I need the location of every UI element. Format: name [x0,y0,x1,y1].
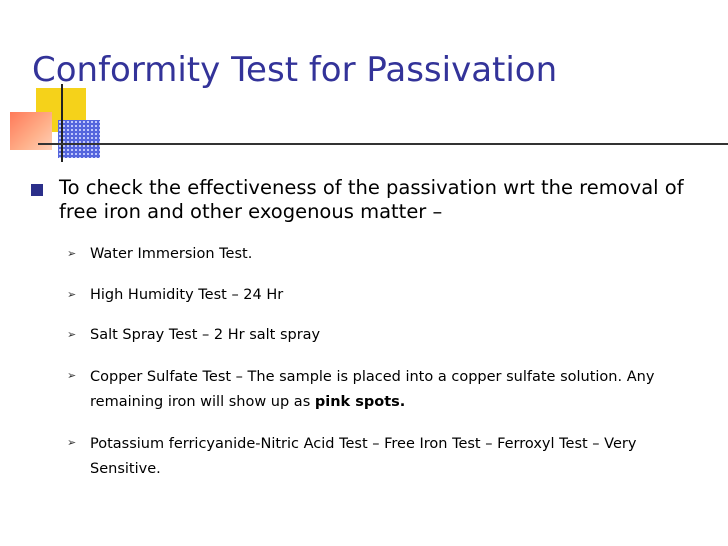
main-bullet-text: To check the effectiveness of the passivation wrt the removal of free iron and other exogenous matter – [59,176,684,223]
slide-title: Conformity Test for Passivation [32,50,558,90]
sub-bullet-4 [90,365,700,415]
arrow-bullet-icon: ➢ [67,369,77,382]
arrow-bullet-icon: ➢ [67,436,77,449]
square-bullet-icon [31,184,43,196]
sub-bullet-2: High Humidity Test – 24 Hr [90,287,284,303]
arrow-bullet-icon: ➢ [67,247,77,260]
sub-bullet-4-text: Copper Sulfate Test – The sample is placed into a copper sulfate solution. Any remaining iron will show up as [90,369,655,410]
sub-bullet-5: Potassium ferricyanide-Nitric Acid Test – Free Iron Test – Ferroxyl Test – Very Sensitive. [90,436,637,477]
sub-bullet-3: Salt Spray Test – 2 Hr salt spray [90,327,321,343]
arrow-bullet-icon: ➢ [67,288,77,301]
pink-spots-emphasis: pink spots. [314,394,406,410]
decor-vertical-line [61,84,63,162]
decor-blue-square [58,120,100,158]
arrow-bullet-icon: ➢ [67,328,77,341]
sub-bullet-1: Water Immersion Test. [90,246,253,262]
title-underline [38,143,728,145]
